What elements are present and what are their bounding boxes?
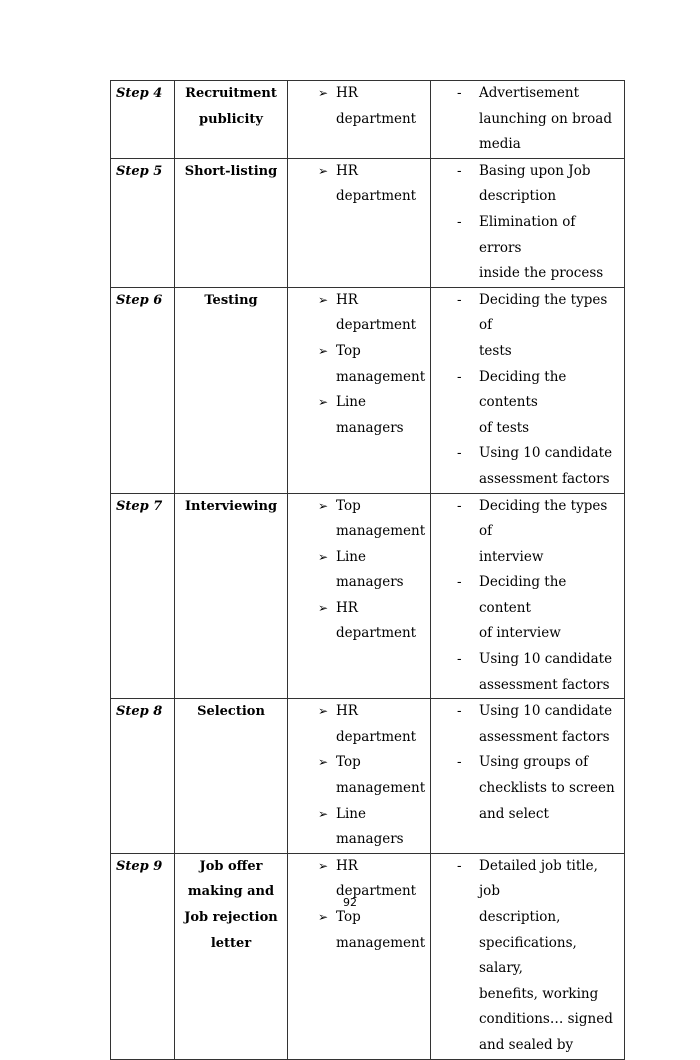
arrow-bullet-icon: ➢ bbox=[317, 755, 328, 770]
responsible-item-line bbox=[288, 802, 430, 828]
responsible-item-line bbox=[288, 416, 430, 442]
activities bbox=[431, 81, 625, 159]
bullet-indent bbox=[288, 107, 336, 133]
arrow-bullet-icon: ➢ bbox=[317, 395, 328, 410]
activity-text: inside the process bbox=[479, 265, 604, 282]
bullet-indent bbox=[431, 931, 479, 982]
bullet-indent bbox=[431, 107, 479, 133]
stage-line: letter bbox=[210, 935, 252, 951]
activity-text: Deciding the content bbox=[479, 574, 567, 616]
step-label: Step 7 bbox=[111, 493, 175, 699]
bullet-indent bbox=[288, 776, 336, 802]
arrow-bullet-icon: ➢ bbox=[317, 86, 328, 100]
bullet-indent bbox=[288, 621, 336, 647]
arrow-bullet-icon: ➢ bbox=[317, 806, 328, 821]
stage-name bbox=[175, 699, 288, 854]
bullet-indent bbox=[431, 132, 479, 158]
activity-text: tests bbox=[479, 342, 512, 359]
bullet-indent bbox=[288, 184, 336, 210]
activity-item-line bbox=[431, 107, 624, 133]
activities bbox=[431, 158, 625, 287]
stage-name bbox=[175, 853, 288, 1059]
table-row bbox=[111, 81, 625, 159]
activity-text: Detailed job title, job bbox=[479, 857, 598, 900]
table-row bbox=[111, 853, 625, 1059]
dash-bullet-icon: - bbox=[457, 857, 462, 874]
responsible-text: Top bbox=[336, 909, 361, 925]
stage-name bbox=[175, 81, 288, 159]
responsible-item-line bbox=[288, 621, 430, 647]
responsible-text: department bbox=[336, 625, 417, 642]
activity-text: media bbox=[479, 136, 521, 153]
activity-item-line bbox=[431, 570, 624, 621]
activity-text: description, bbox=[479, 909, 561, 925]
activity-item-line bbox=[431, 1007, 624, 1033]
step-label: Step 6 bbox=[111, 287, 175, 493]
stage-line: Testing bbox=[204, 292, 258, 308]
activity-text: assessment factors bbox=[479, 728, 610, 745]
activity-item-line bbox=[431, 647, 624, 673]
responsible-text: department bbox=[336, 728, 417, 745]
activity-text: Using 10 candidate bbox=[479, 651, 613, 668]
bullet-indent bbox=[431, 982, 479, 1008]
activity-text: description bbox=[479, 188, 557, 205]
responsible-text: managers bbox=[336, 419, 404, 436]
dash-bullet-icon: - bbox=[457, 497, 462, 514]
stage-line: Job rejection bbox=[184, 910, 278, 925]
activity-item-line bbox=[431, 416, 624, 442]
activity-item-line bbox=[431, 261, 624, 287]
responsible-text: management bbox=[336, 780, 426, 797]
step-label: Step 4 bbox=[111, 81, 175, 159]
responsible-text: HR bbox=[336, 703, 358, 720]
stage-name bbox=[175, 493, 288, 699]
stage-line: Recruitment bbox=[185, 86, 277, 101]
responsible-text: HR bbox=[336, 599, 358, 616]
activity-text: checklists to screen bbox=[479, 780, 615, 797]
activities bbox=[431, 493, 625, 699]
activity-item-line bbox=[431, 750, 624, 776]
bullet-indent bbox=[288, 365, 336, 391]
table-row bbox=[111, 158, 625, 287]
activity-text: launching on broad bbox=[479, 110, 612, 127]
arrow-bullet-icon: ➢ bbox=[317, 858, 328, 873]
activity-item-line bbox=[431, 621, 624, 647]
dash-bullet-icon: - bbox=[457, 368, 462, 385]
stage-line: Interviewing bbox=[184, 498, 278, 514]
arrow-bullet-icon: ➢ bbox=[317, 343, 328, 358]
responsible-text: management bbox=[336, 368, 426, 385]
responsible-item-line bbox=[288, 827, 430, 853]
responsible-item-line bbox=[288, 184, 430, 210]
bullet-indent bbox=[431, 1033, 479, 1059]
bullet-indent bbox=[288, 725, 336, 751]
activity-item-line bbox=[431, 802, 624, 828]
activity-text: Using 10 candidate bbox=[479, 445, 613, 462]
dash-bullet-icon: - bbox=[457, 162, 462, 179]
responsible-text: Line bbox=[336, 805, 366, 822]
stage-line: Selection bbox=[197, 704, 265, 720]
bullet-indent bbox=[288, 519, 336, 545]
arrow-bullet-icon: ➢ bbox=[317, 292, 328, 307]
activity-text: of tests bbox=[479, 419, 530, 436]
bullet-indent bbox=[431, 776, 479, 802]
activities bbox=[431, 699, 625, 854]
responsible-parties bbox=[288, 287, 431, 493]
table-row bbox=[111, 699, 625, 854]
page-number: 92 bbox=[343, 896, 357, 909]
activity-item-line bbox=[431, 288, 624, 339]
responsible-text: HR bbox=[336, 162, 358, 179]
responsible-parties bbox=[288, 81, 431, 159]
bullet-indent bbox=[288, 931, 336, 957]
bullet-indent bbox=[431, 467, 479, 493]
dash-bullet-icon: - bbox=[457, 574, 462, 591]
activity-text: Deciding the types of bbox=[479, 291, 608, 334]
arrow-bullet-icon: ➢ bbox=[317, 704, 328, 719]
responsible-parties bbox=[288, 158, 431, 287]
activity-text: Deciding the contents bbox=[479, 368, 567, 411]
responsible-item-line bbox=[288, 288, 430, 314]
responsible-item-line bbox=[288, 365, 430, 391]
step-label: Step 8 bbox=[111, 699, 175, 854]
stage-name bbox=[175, 158, 288, 287]
activity-item-line bbox=[431, 339, 624, 365]
activity-text: of interview bbox=[479, 625, 561, 642]
activity-item-line bbox=[431, 725, 624, 751]
activity-item-line bbox=[431, 159, 624, 185]
responsible-parties bbox=[288, 853, 431, 1059]
recruitment-steps-table bbox=[110, 80, 625, 1060]
dash-bullet-icon: - bbox=[457, 703, 462, 720]
responsible-text: Line bbox=[336, 394, 366, 411]
activity-item-line bbox=[431, 699, 624, 725]
bullet-indent bbox=[431, 416, 479, 442]
activity-item-line bbox=[431, 931, 624, 982]
table-row bbox=[111, 287, 625, 493]
table-body bbox=[111, 81, 625, 1060]
responsible-parties bbox=[288, 699, 431, 854]
responsible-text: Top bbox=[336, 342, 361, 359]
bullet-indent bbox=[431, 545, 479, 571]
activity-text: Deciding the types of bbox=[479, 497, 608, 540]
dash-bullet-icon: - bbox=[457, 85, 462, 101]
table-row bbox=[111, 493, 625, 699]
activity-text: Elimination of errors bbox=[479, 213, 576, 256]
responsible-text: HR bbox=[336, 291, 358, 308]
activity-text: interview bbox=[479, 548, 544, 565]
dash-bullet-icon: - bbox=[457, 291, 462, 308]
bullet-indent bbox=[288, 416, 336, 442]
activity-text: and sealed by bbox=[479, 1036, 574, 1053]
responsible-item-line bbox=[288, 339, 430, 365]
responsible-text: HR bbox=[336, 85, 358, 101]
responsible-item-line bbox=[288, 699, 430, 725]
responsible-text: department bbox=[336, 110, 417, 127]
activity-item-line bbox=[431, 467, 624, 493]
responsible-text: Line bbox=[336, 548, 366, 565]
responsible-item-line bbox=[288, 313, 430, 339]
responsible-text: HR bbox=[336, 857, 358, 874]
responsible-item-line bbox=[288, 107, 430, 133]
responsible-item-line bbox=[288, 750, 430, 776]
activity-item-line bbox=[431, 132, 624, 158]
activity-item-line bbox=[431, 545, 624, 571]
activity-text: specifications, salary, bbox=[479, 934, 577, 977]
activity-item-line bbox=[431, 1033, 624, 1059]
activity-text: benefits, working bbox=[479, 985, 599, 1002]
responsible-item-line bbox=[288, 545, 430, 571]
bullet-indent bbox=[431, 184, 479, 210]
activities bbox=[431, 853, 625, 1059]
bullet-indent bbox=[288, 313, 336, 339]
stage-line: making and bbox=[187, 884, 275, 900]
activity-text: Using groups of bbox=[479, 754, 589, 771]
bullet-indent bbox=[431, 725, 479, 751]
bullet-indent bbox=[288, 827, 336, 853]
responsible-text: management bbox=[336, 934, 426, 951]
activity-text: Using 10 candidate bbox=[479, 703, 613, 720]
stage-name bbox=[175, 287, 288, 493]
responsible-text: management bbox=[336, 523, 426, 540]
arrow-bullet-icon: ➢ bbox=[317, 163, 328, 178]
responsible-item-line bbox=[288, 854, 430, 880]
responsible-text: department bbox=[336, 883, 417, 900]
bullet-indent bbox=[288, 570, 336, 596]
activity-text: assessment factors bbox=[479, 470, 610, 487]
arrow-bullet-icon: ➢ bbox=[317, 600, 328, 615]
activity-text: conditions… signed bbox=[479, 1011, 613, 1028]
step-label: Step 5 bbox=[111, 158, 175, 287]
responsible-item-line bbox=[288, 519, 430, 545]
arrow-bullet-icon: ➢ bbox=[317, 549, 328, 564]
responsible-text: managers bbox=[336, 574, 404, 591]
activity-item-line bbox=[431, 184, 624, 210]
responsible-item-line bbox=[288, 81, 430, 107]
responsible-item-line bbox=[288, 931, 430, 957]
responsible-item-line bbox=[288, 159, 430, 185]
stage-line: publicity bbox=[199, 111, 263, 127]
stage-line: Short-listing bbox=[184, 163, 278, 179]
bullet-indent bbox=[431, 621, 479, 647]
activity-text: Basing upon Job bbox=[479, 162, 591, 179]
responsible-text: managers bbox=[336, 831, 404, 848]
bullet-indent bbox=[431, 802, 479, 828]
responsible-item-line bbox=[288, 725, 430, 751]
stage-line: Job offer bbox=[199, 858, 263, 874]
arrow-bullet-icon: ➢ bbox=[317, 910, 328, 924]
responsible-text: Top bbox=[336, 497, 361, 514]
activity-item-line bbox=[431, 365, 624, 416]
activity-text: and select bbox=[479, 805, 549, 822]
activity-text: Advertisement bbox=[479, 85, 580, 101]
bullet-indent bbox=[431, 261, 479, 287]
responsible-item-line bbox=[288, 596, 430, 622]
arrow-bullet-icon: ➢ bbox=[317, 498, 328, 513]
responsible-item-line bbox=[288, 776, 430, 802]
responsible-item-line bbox=[288, 494, 430, 520]
responsible-parties bbox=[288, 493, 431, 699]
dash-bullet-icon: - bbox=[457, 445, 462, 462]
bullet-indent bbox=[431, 339, 479, 365]
responsible-item-line bbox=[288, 390, 430, 416]
dash-bullet-icon: - bbox=[457, 754, 462, 771]
activity-item-line bbox=[431, 776, 624, 802]
activity-item-line bbox=[431, 673, 624, 699]
activity-item-line bbox=[431, 441, 624, 467]
activities bbox=[431, 287, 625, 493]
responsible-text: Top bbox=[336, 754, 361, 771]
dash-bullet-icon: - bbox=[457, 213, 462, 230]
step-label: Step 9 bbox=[111, 853, 175, 1059]
responsible-text: department bbox=[336, 188, 417, 205]
activity-item-line bbox=[431, 81, 624, 107]
bullet-indent bbox=[431, 673, 479, 699]
activity-item-line bbox=[431, 210, 624, 261]
activity-item-line bbox=[431, 494, 624, 545]
activity-item-line bbox=[431, 982, 624, 1008]
bullet-indent bbox=[431, 1007, 479, 1033]
responsible-text: department bbox=[336, 317, 417, 334]
dash-bullet-icon: - bbox=[457, 651, 462, 668]
activity-text: assessment factors bbox=[479, 676, 610, 693]
responsible-item-line bbox=[288, 570, 430, 596]
